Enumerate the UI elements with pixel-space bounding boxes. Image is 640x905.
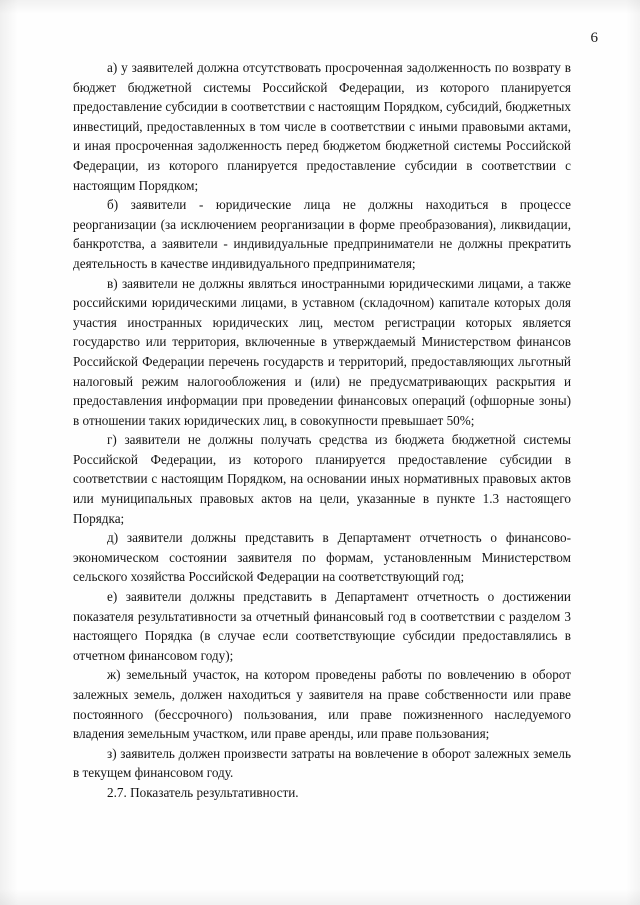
paragraph-a: а) у заявителей должна отсутствовать просроченная задолженность по возврату в бюджет бюджетной системы Российской Федерации, из которого планируется предоставление субсидии в соответствии с настоящим Порядком, субсидий, бюджетных инвестиций, предоставленных в том числе в соответствии с иными правовыми актами, и иная просроченная задолженность перед бюджетом бюджетной системы Российской Федерации, из которого планируется предоставление субсидии в соответствии с настоящим Порядком; [73, 60, 571, 193]
paragraph-section-2-7: 2.7. Показатель результативности. [107, 784, 299, 800]
paragraph-zh: ж) земельный участок, на котором проведены работы по вовлечению в оборот залежных земель, должен находиться у заявителя на праве собственности или праве постоянного (бессрочного) пользования, или праве пожизненного наследуемого владения земельным участком, или праве аренды, или праве пользования; [73, 667, 571, 742]
document-body [73, 58, 571, 803]
paragraph-b: б) заявители - юридические лица не должны находиться в процессе реорганизации (за исключением реорганизации в форме преобразования), ликвидации, банкротства, а заявители - индивидуальные предприниматели не должны прекратить деятельность в качестве индивидуального предпринимателя; [73, 197, 571, 271]
page-number: 6 [590, 30, 598, 46]
paragraph-z: з) заявитель должен произвести затраты на вовлечение в оборот залежных земель в текущем финансовом году. [73, 745, 571, 781]
scan-shadow-left [0, 0, 18, 905]
scan-shadow-top [0, 0, 640, 14]
scan-shadow-bottom [0, 889, 640, 905]
paragraph-v: в) заявители не должны являться иностранными юридическими лицами, а также российскими юридическими лицами, в уставном (складочном) капитале которых доля участия иностранных юридических лиц, местом регистрации которых является государство или территория, включенные в утверждаемый Министерством финансов Российской Федерации перечень государств и территорий, предоставляющих льготный налоговый режим налогообложения и (или) не предусматривающих раскрытия и предоставления информации при проведении финансовых операций (офшорные зоны) в отношении таких юридических лиц, в совокупности превышает 50%; [73, 275, 571, 428]
paragraph-d: д) заявители должны представить в Департамент отчетность о финансово-экономическом состоянии заявителя по формам, установленным Министерством сельского хозяйства Российской Федерации на соответствующий год; [73, 530, 571, 585]
paragraph-g: г) заявители не должны получать средства из бюджета бюджетной системы Российской Федерации, из которого планируется предоставление субсидии в соответствии с настоящим Порядком, на основании иных нормативных правовых актов или муниципальных правовых актов на цели, указанные в пункте 1.3 настоящего Порядка; [73, 432, 571, 526]
paragraph-e: е) заявители должны представить в Департамент отчетность о достижении показателя результативности за отчетный финансовый год в соответствии с разделом 3 настоящего Порядка (в случае если соответствующие субсидии предоставлялись в отчетном финансовом году); [73, 589, 571, 663]
scan-shadow-right [626, 0, 640, 905]
